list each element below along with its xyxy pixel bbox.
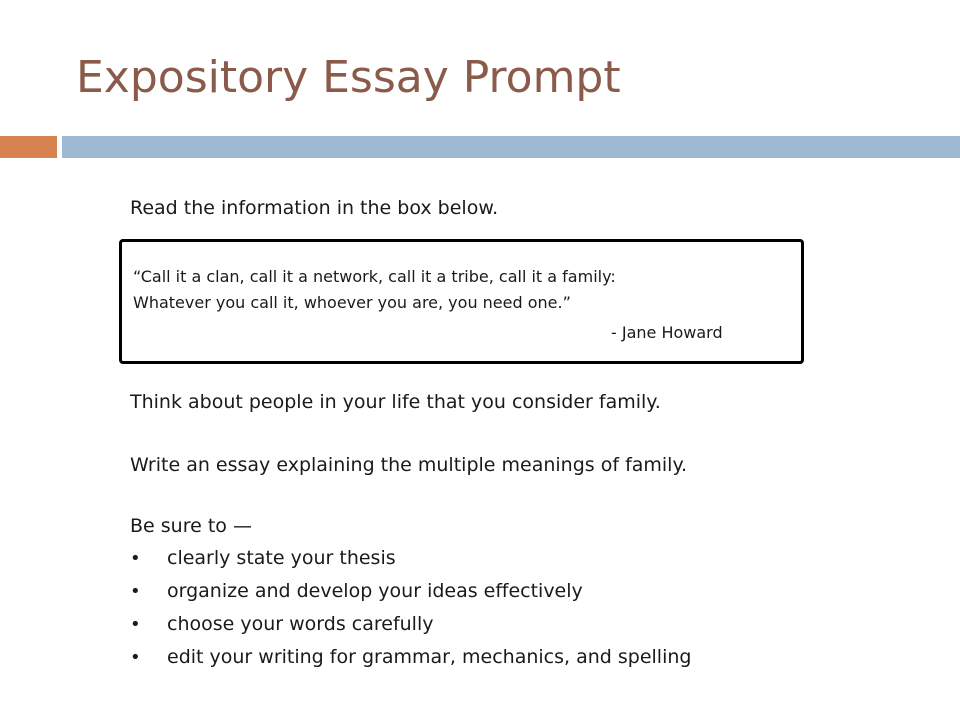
intro-text: Read the information in the box below. — [130, 197, 499, 219]
list-item — [130, 546, 691, 579]
quote-line-2: Whatever you call it, whoever you are, you need one.” — [133, 293, 571, 312]
title-accent-bar — [0, 136, 57, 158]
list-item-text: clearly state your thesis — [167, 547, 396, 569]
bullet-icon: • — [130, 614, 141, 635]
quote-line-1: “Call it a clan, call it a network, call it a tribe, call it a family: — [133, 267, 616, 286]
bullet-icon: • — [130, 647, 141, 668]
list-item-text: edit your writing for grammar, mechanics, and spelling — [167, 646, 692, 668]
list-item — [130, 645, 691, 678]
quote-attribution: - Jane Howard — [611, 323, 723, 342]
slide-title: Expository Essay Prompt — [76, 52, 621, 103]
list-item — [130, 579, 691, 612]
list-item-text: organize and develop your ideas effectively — [167, 580, 583, 602]
quote-box — [119, 239, 804, 364]
requirements-list — [130, 546, 691, 678]
think-prompt: Think about people in your life that you consider family. — [130, 391, 661, 413]
list-item-text: choose your words carefully — [167, 613, 434, 635]
bullet-icon: • — [130, 581, 141, 602]
be-sure-heading: Be sure to — — [130, 515, 252, 537]
write-prompt: Write an essay explaining the multiple meanings of family. — [130, 454, 688, 476]
bullet-icon: • — [130, 548, 141, 569]
title-divider-bar — [62, 136, 960, 158]
list-item — [130, 612, 691, 645]
